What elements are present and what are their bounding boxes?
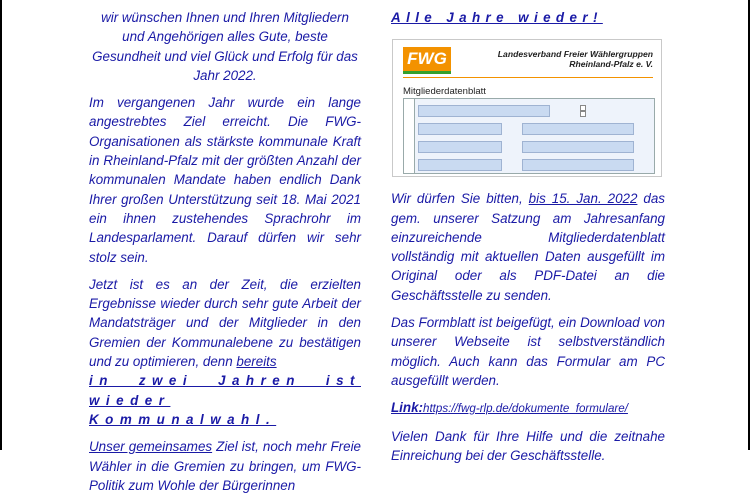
form-field <box>522 123 634 135</box>
form-field <box>418 123 502 135</box>
download-link[interactable]: https://fwg-rlp.de/dokumente_formulare/ <box>423 402 628 416</box>
goal-text: Ziel ist, noch mehr Freie Wähler in die Gremien zu bringen, um FWG-Politik zum Wohle der Bürgerinnen <box>89 439 361 493</box>
membership-form-image <box>392 39 662 177</box>
goal-paragraph <box>89 437 361 495</box>
deadline-paragraph <box>391 189 665 305</box>
spaced-emphasis-1: in zwei Jahren ist wieder <box>89 373 361 408</box>
form-title: Mitgliederdatenblatt <box>403 86 486 98</box>
association-line-2: Rheinland-Pfalz e. V. <box>569 59 653 70</box>
section-heading: Alle Jahre wieder! <box>391 10 603 25</box>
association-line-1: Landesverband Freier Wählergruppen <box>497 49 653 60</box>
form-field <box>418 105 550 117</box>
form-side-label <box>404 99 415 173</box>
page-border-left <box>0 0 2 450</box>
link-label: Link: <box>391 400 423 416</box>
form-field <box>522 159 634 171</box>
goal-underlined: Unser gemeinsames <box>89 439 213 455</box>
election-paragraph <box>89 275 361 429</box>
form-fields-grid <box>403 98 655 174</box>
left-column <box>89 8 361 503</box>
fwg-logo-bar <box>403 71 451 74</box>
spaced-emphasis-2: Kommunalwahl. <box>89 411 277 427</box>
deadline-date: bis 15. Jan. 2022 <box>528 191 638 207</box>
deadline-text-a: Wir dürfen Sie bitten, <box>391 191 529 207</box>
link-paragraph <box>391 398 665 418</box>
election-text: Jetzt ist es an der Zeit, die erzielten Ergebnisse wieder durch sehr gute Arbeit der Mandatsträger und der Mitglieder in den Gremien der Kommunalebene zu bestätigen und zu optimieren, denn <box>89 276 361 370</box>
association-name <box>483 49 653 69</box>
form-field <box>418 141 502 153</box>
greeting-paragraph: wir wünschen Ihnen und Ihren Mitgliedern und Angehörigen alles Gute, beste Gesundheit und viel Glück und Erfolg für das Jahr 2022. <box>92 10 358 83</box>
deadline-text-b: das gem. unserer Satzung am Jahresanfang einzureichende Mitgliederdatenblatt vollständig mit aktuellen Daten ausgefüllt im Original oder als PDF-Datei an die Geschäftsstelle zu senden. <box>391 191 666 303</box>
fwg-logo: FWG <box>403 47 451 71</box>
achievement-paragraph: Im vergangenen Jahr wurde ein lange angestrebtes Ziel erreicht. Die FWG-Organisationen als stärkste kommunale Kraft in Rheinland-Pfalz mit der größten Anzahl der kommunalen Mandate haben endlich Dank Ihrer großen Unterstützung seit 18. Mai 2021 ein ihnen zustehendes Sprachrohr im Landesparlament. Darauf dürfen wir sehr stolz sein. <box>89 95 361 265</box>
download-paragraph: Das Formblatt ist beigefügt, ein Download von unserer Webseite ist selbstverständlich möglich. Auch kann das Formular am PC ausgefüllt werden. <box>391 315 665 388</box>
thanks-paragraph: Vielen Dank für Ihre Hilfe und die zeitnahe Einreichung bei der Geschäftsstelle. <box>391 428 665 463</box>
header-divider <box>403 77 653 78</box>
bereits-underlined: bereits <box>236 354 277 370</box>
right-column <box>391 8 665 473</box>
form-field <box>418 159 502 171</box>
form-field <box>522 141 634 153</box>
form-checkbox <box>580 111 586 117</box>
